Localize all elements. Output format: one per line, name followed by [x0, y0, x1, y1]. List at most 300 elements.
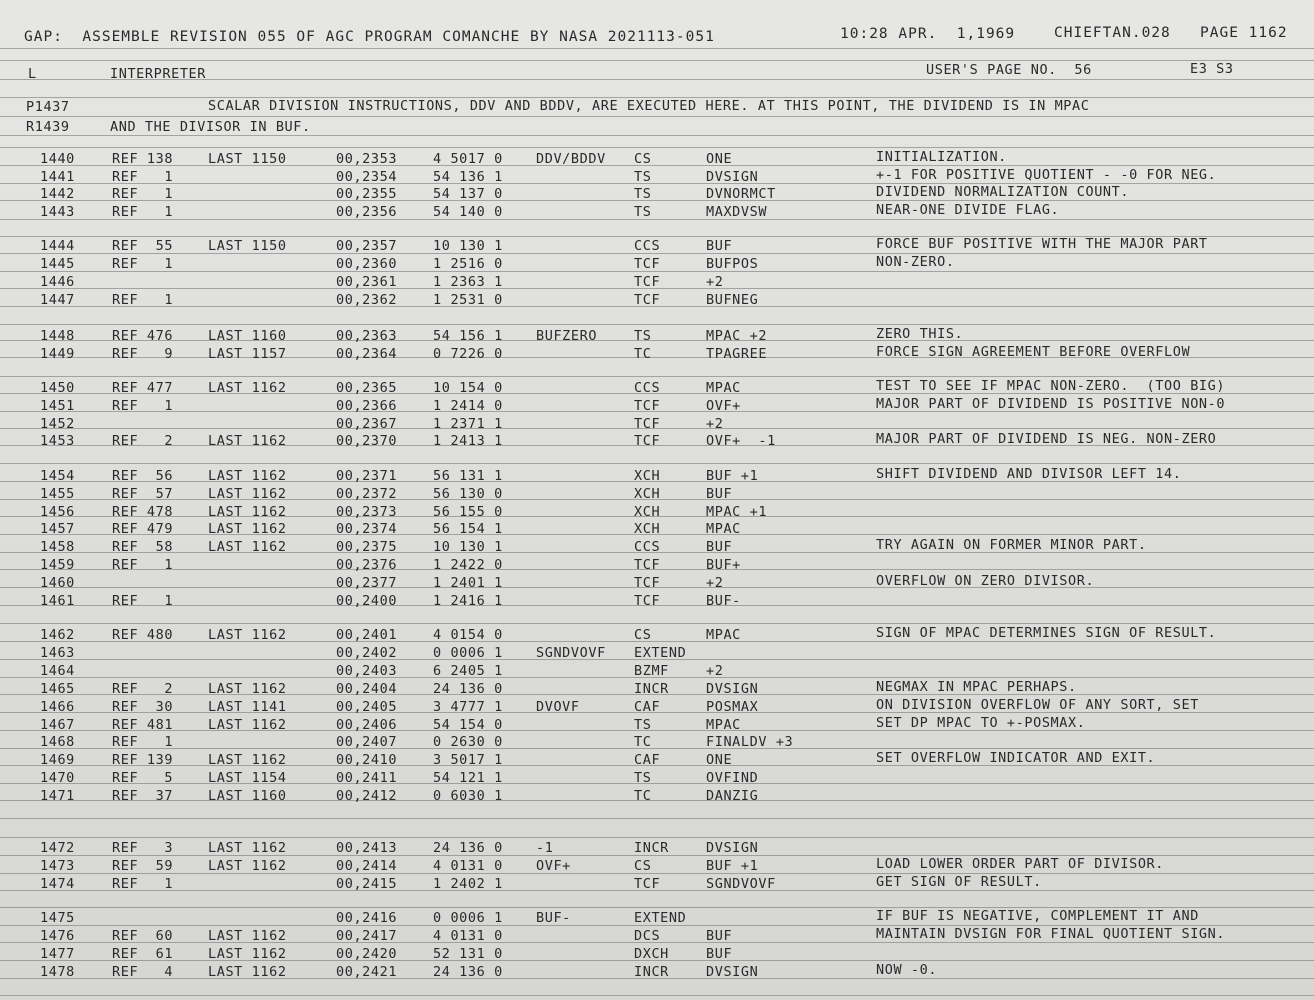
address: 00,2366	[336, 398, 398, 414]
octal-code: 0 6030 1	[433, 788, 503, 804]
ruled-line	[0, 641, 1314, 642]
label: -1	[536, 840, 554, 856]
operand: DVSIGN	[706, 169, 759, 185]
section-code: E3 S3	[1190, 61, 1234, 77]
octal-code: 1 2416 1	[433, 593, 503, 609]
octal-code: 54 156 1	[433, 328, 503, 344]
line-number: 1464	[40, 663, 75, 679]
opcode: TS	[634, 186, 652, 202]
last-ref: LAST 1162	[208, 504, 287, 520]
opcode: CS	[634, 627, 652, 643]
octal-code: 54 136 1	[433, 169, 503, 185]
line-number: 1469	[40, 752, 75, 768]
ruled-line	[0, 165, 1314, 166]
ruled-line	[0, 324, 1314, 325]
octal-code: 6 2405 1	[433, 663, 503, 679]
opcode: TCF	[634, 593, 661, 609]
opcode: XCH	[634, 468, 661, 484]
address: 00,2356	[336, 204, 398, 220]
operand: DVSIGN	[706, 964, 759, 980]
ref-count: REF 56	[112, 468, 174, 484]
address: 00,2416	[336, 910, 398, 926]
line-number: 1453	[40, 433, 75, 449]
opcode: XCH	[634, 521, 661, 537]
ref-count: REF 480	[112, 627, 174, 643]
opcode: TCF	[634, 274, 661, 290]
ref-count: REF 478	[112, 504, 174, 520]
listing-title: GAP: ASSEMBLE REVISION 055 OF AGC PROGRAM COMANCHE BY NASA 2021113-051	[24, 29, 715, 45]
operand: BUFPOS	[706, 256, 759, 272]
opcode: TS	[634, 717, 652, 733]
ref-count: REF 59	[112, 858, 174, 874]
ruled-line	[0, 376, 1314, 377]
ruled-line	[0, 60, 1314, 61]
label: BUF-	[536, 910, 571, 926]
line-number: 1447	[40, 292, 75, 308]
address: 00,2404	[336, 681, 398, 697]
octal-code: 1 2422 0	[433, 557, 503, 573]
opcode: CAF	[634, 752, 661, 768]
address: 00,2361	[336, 274, 398, 290]
operand: BUF	[706, 539, 733, 555]
octal-code: 3 5017 1	[433, 752, 503, 768]
ref-count: REF 9	[112, 346, 174, 362]
octal-code: 1 2363 1	[433, 274, 503, 290]
octal-code: 4 0131 0	[433, 858, 503, 874]
address: 00,2411	[336, 770, 398, 786]
ref-count: REF 61	[112, 946, 174, 962]
operand: BUF +1	[706, 858, 759, 874]
octal-code: 54 140 0	[433, 204, 503, 220]
opcode: TCF	[634, 292, 661, 308]
opcode: CCS	[634, 539, 661, 555]
ref-count: REF 57	[112, 486, 174, 502]
opcode: DCS	[634, 928, 661, 944]
octal-code: 56 130 0	[433, 486, 503, 502]
opcode: CS	[634, 151, 652, 167]
line-number: 1475	[40, 910, 75, 926]
line-number: 1472	[40, 840, 75, 856]
opcode: TCF	[634, 557, 661, 573]
address: 00,2372	[336, 486, 398, 502]
octal-code: 56 131 1	[433, 468, 503, 484]
operand: MPAC	[706, 521, 741, 537]
opcode: CCS	[634, 238, 661, 254]
octal-code: 0 2630 0	[433, 734, 503, 750]
operand: MPAC +2	[706, 328, 768, 344]
comment: FORCE SIGN AGREEMENT BEFORE OVERFLOW	[876, 344, 1191, 360]
operand: BUF	[706, 928, 733, 944]
comment: SHIFT DIVIDEND AND DIVISOR LEFT 14.	[876, 466, 1182, 482]
ref-count: REF 1	[112, 593, 174, 609]
line-number: 1474	[40, 876, 75, 892]
ref-count: REF 1	[112, 734, 174, 750]
ref-count: REF 1	[112, 876, 174, 892]
octal-code: 1 2371 1	[433, 416, 503, 432]
address: 00,2406	[336, 717, 398, 733]
comment: TRY AGAIN ON FORMER MINOR PART.	[876, 537, 1147, 553]
ruled-line	[0, 135, 1314, 136]
address: 00,2417	[336, 928, 398, 944]
ref-count: REF 37	[112, 788, 174, 804]
label: OVF+	[536, 858, 571, 874]
opcode: TS	[634, 169, 652, 185]
octal-code: 1 2414 0	[433, 398, 503, 414]
line-number: 1456	[40, 504, 75, 520]
ref-count: REF 1	[112, 256, 174, 272]
opcode: XCH	[634, 486, 661, 502]
comment: TEST TO SEE IF MPAC NON-ZERO. (TOO BIG)	[876, 378, 1226, 394]
address: 00,2421	[336, 964, 398, 980]
address: 00,2412	[336, 788, 398, 804]
comment: FORCE BUF POSITIVE WITH THE MAJOR PART	[876, 236, 1208, 252]
octal-code: 54 121 1	[433, 770, 503, 786]
ruled-line	[0, 147, 1314, 148]
last-ref: LAST 1162	[208, 858, 287, 874]
octal-code: 0 0006 1	[433, 645, 503, 661]
opcode: TC	[634, 788, 652, 804]
ref-count: REF 476	[112, 328, 174, 344]
address: 00,2367	[336, 416, 398, 432]
ref-count: REF 477	[112, 380, 174, 396]
octal-code: 0 0006 1	[433, 910, 503, 926]
ref-count: REF 2	[112, 681, 174, 697]
opcode: CCS	[634, 380, 661, 396]
opcode: TCF	[634, 575, 661, 591]
line-number: 1443	[40, 204, 75, 220]
opcode: TCF	[634, 398, 661, 414]
octal-code: 4 0154 0	[433, 627, 503, 643]
operand: OVF+	[706, 398, 741, 414]
ruled-line	[0, 783, 1314, 784]
line-number: 1477	[40, 946, 75, 962]
line-number: 1455	[40, 486, 75, 502]
operand: SGNDVOVF	[706, 876, 776, 892]
last-ref: LAST 1157	[208, 346, 287, 362]
ruled-line	[0, 219, 1314, 220]
ruled-line	[0, 800, 1314, 801]
listing-page-number: PAGE 1162	[1200, 25, 1288, 41]
preamble-text: AND THE DIVISOR IN BUF.	[110, 119, 311, 135]
octal-code: 1 2413 1	[433, 433, 503, 449]
line-number: 1459	[40, 557, 75, 573]
address: 00,2364	[336, 346, 398, 362]
last-ref: LAST 1162	[208, 946, 287, 962]
ruled-line	[0, 200, 1314, 201]
operand: BUF-	[706, 593, 741, 609]
operand: BUFNEG	[706, 292, 759, 308]
last-ref: LAST 1162	[208, 468, 287, 484]
operand: +2	[706, 416, 724, 432]
last-ref: LAST 1162	[208, 964, 287, 980]
octal-code: 10 130 1	[433, 238, 503, 254]
octal-code: 24 136 0	[433, 840, 503, 856]
ref-count: REF 1	[112, 186, 174, 202]
comment: DIVIDEND NORMALIZATION COUNT.	[876, 184, 1130, 200]
octal-code: 52 131 0	[433, 946, 503, 962]
line-number: 1478	[40, 964, 75, 980]
opcode: DXCH	[634, 946, 669, 962]
address: 00,2413	[336, 840, 398, 856]
line-number: 1449	[40, 346, 75, 362]
ruled-line	[0, 116, 1314, 117]
ref-count: REF 2	[112, 433, 174, 449]
operand: TPAGREE	[706, 346, 768, 362]
address: 00,2365	[336, 380, 398, 396]
line-number: 1470	[40, 770, 75, 786]
label: SGNDVOVF	[536, 645, 606, 661]
line-number: 1471	[40, 788, 75, 804]
line-number: 1468	[40, 734, 75, 750]
operand: BUF	[706, 946, 733, 962]
ref-count: REF 1	[112, 204, 174, 220]
last-ref: LAST 1162	[208, 539, 287, 555]
ruled-line	[0, 463, 1314, 464]
ref-count: REF 1	[112, 557, 174, 573]
operand: DVNORMCT	[706, 186, 776, 202]
opcode: EXTEND	[634, 645, 687, 661]
opcode: CS	[634, 858, 652, 874]
address: 00,2363	[336, 328, 398, 344]
operand: FINALDV +3	[706, 734, 794, 750]
operand: BUF+	[706, 557, 741, 573]
octal-code: 54 137 0	[433, 186, 503, 202]
last-ref: LAST 1162	[208, 380, 287, 396]
ruled-line	[0, 837, 1314, 838]
ruled-line	[0, 873, 1314, 874]
octal-code: 0 7226 0	[433, 346, 503, 362]
address: 00,2354	[336, 169, 398, 185]
label: DVOVF	[536, 699, 580, 715]
comment: LOAD LOWER ORDER PART OF DIVISOR.	[876, 856, 1165, 872]
ruled-line	[0, 340, 1314, 341]
operand: ONE	[706, 151, 733, 167]
operand: MPAC	[706, 380, 741, 396]
opcode: BZMF	[634, 663, 669, 679]
ref-count: REF 55	[112, 238, 174, 254]
comment: ZERO THIS.	[876, 326, 964, 342]
line-number: 1448	[40, 328, 75, 344]
last-ref: LAST 1162	[208, 627, 287, 643]
ref-count: REF 4	[112, 964, 174, 980]
line-number: 1441	[40, 169, 75, 185]
line-number: 1466	[40, 699, 75, 715]
comment: +-1 FOR POSITIVE QUOTIENT - -0 FOR NEG.	[876, 167, 1217, 183]
opcode: TC	[634, 734, 652, 750]
operand: DANZIG	[706, 788, 759, 804]
address: 00,2414	[336, 858, 398, 874]
octal-code: 56 155 0	[433, 504, 503, 520]
ruled-line	[0, 995, 1314, 996]
operand: ONE	[706, 752, 733, 768]
label: BUFZERO	[536, 328, 598, 344]
line-number: 1440	[40, 151, 75, 167]
address: 00,2375	[336, 539, 398, 555]
address: 00,2370	[336, 433, 398, 449]
address: 00,2357	[336, 238, 398, 254]
opcode: TS	[634, 770, 652, 786]
last-ref: LAST 1141	[208, 699, 287, 715]
ref-count: REF 30	[112, 699, 174, 715]
last-ref: LAST 1150	[208, 151, 287, 167]
ruled-line	[0, 748, 1314, 749]
ref-count: REF 60	[112, 928, 174, 944]
opcode: CAF	[634, 699, 661, 715]
address: 00,2402	[336, 645, 398, 661]
operand: OVFIND	[706, 770, 759, 786]
ruled-line	[0, 623, 1314, 624]
address: 00,2362	[336, 292, 398, 308]
octal-code: 4 0131 0	[433, 928, 503, 944]
listing-datetime: 10:28 APR. 1,1969	[840, 26, 1016, 42]
ref-count: REF 5	[112, 770, 174, 786]
line-number: 1450	[40, 380, 75, 396]
opcode: TCF	[634, 416, 661, 432]
ref-count: REF 58	[112, 539, 174, 555]
preamble-id: P1437	[26, 99, 70, 115]
last-ref: LAST 1162	[208, 840, 287, 856]
octal-code: 1 2531 0	[433, 292, 503, 308]
label: DDV/BDDV	[536, 151, 606, 167]
last-ref: LAST 1160	[208, 788, 287, 804]
octal-code: 1 2516 0	[433, 256, 503, 272]
ref-count: REF 1	[112, 398, 174, 414]
comment: NEGMAX IN MPAC PERHAPS.	[876, 679, 1077, 695]
line-number: 1463	[40, 645, 75, 661]
address: 00,2371	[336, 468, 398, 484]
octal-code: 10 154 0	[433, 380, 503, 396]
line-number: 1476	[40, 928, 75, 944]
address: 00,2360	[336, 256, 398, 272]
address: 00,2400	[336, 593, 398, 609]
ruled-line	[0, 48, 1314, 49]
operand: BUF	[706, 486, 733, 502]
address: 00,2376	[336, 557, 398, 573]
last-ref: LAST 1162	[208, 717, 287, 733]
address: 00,2401	[336, 627, 398, 643]
opcode: TS	[634, 204, 652, 220]
last-ref: LAST 1154	[208, 770, 287, 786]
opcode: XCH	[634, 504, 661, 520]
line-number: 1452	[40, 416, 75, 432]
operand: DVSIGN	[706, 840, 759, 856]
comment: NEAR-ONE DIVIDE FLAG.	[876, 202, 1060, 218]
line-number: 1442	[40, 186, 75, 202]
preamble-id: R1439	[26, 119, 70, 135]
octal-code: 1 2402 1	[433, 876, 503, 892]
listing-job: CHIEFTAN.028	[1054, 25, 1171, 41]
address: 00,2403	[336, 663, 398, 679]
comment: MAJOR PART OF DIVIDEND IS NEG. NON-ZERO	[876, 431, 1217, 447]
comment: SIGN OF MPAC DETERMINES SIGN OF RESULT.	[876, 625, 1217, 641]
operand: +2	[706, 274, 724, 290]
ruled-line	[0, 730, 1314, 731]
ruled-line	[0, 818, 1314, 819]
operand: DVSIGN	[706, 681, 759, 697]
operand: MPAC +1	[706, 504, 768, 520]
comment: NON-ZERO.	[876, 254, 955, 270]
comment: IF BUF IS NEGATIVE, COMPLEMENT IT AND	[876, 908, 1199, 924]
last-ref: LAST 1162	[208, 486, 287, 502]
address: 00,2415	[336, 876, 398, 892]
operand: MAXDVSW	[706, 204, 768, 220]
comment: MAINTAIN DVSIGN FOR FINAL QUOTIENT SIGN.	[876, 926, 1226, 942]
ref-count: REF 1	[112, 169, 174, 185]
last-ref: LAST 1162	[208, 433, 287, 449]
last-ref: LAST 1162	[208, 928, 287, 944]
address: 00,2405	[336, 699, 398, 715]
ref-count: REF 481	[112, 717, 174, 733]
opcode: INCR	[634, 964, 669, 980]
ref-count: REF 139	[112, 752, 174, 768]
operand: OVF+ -1	[706, 433, 776, 449]
address: 00,2373	[336, 504, 398, 520]
line-number: 1458	[40, 539, 75, 555]
comment: OVERFLOW ON ZERO DIVISOR.	[876, 573, 1095, 589]
comment: NOW -0.	[876, 962, 938, 978]
line-number: 1460	[40, 575, 75, 591]
octal-code: 24 136 0	[433, 681, 503, 697]
address: 00,2420	[336, 946, 398, 962]
octal-code: 4 5017 0	[433, 151, 503, 167]
address: 00,2377	[336, 575, 398, 591]
octal-code: 1 2401 1	[433, 575, 503, 591]
line-number: 1473	[40, 858, 75, 874]
line-number: 1451	[40, 398, 75, 414]
last-ref: LAST 1160	[208, 328, 287, 344]
operand: BUF +1	[706, 468, 759, 484]
ref-count: REF 3	[112, 840, 174, 856]
address: 00,2407	[336, 734, 398, 750]
last-ref: LAST 1162	[208, 681, 287, 697]
line-number: 1454	[40, 468, 75, 484]
line-number: 1467	[40, 717, 75, 733]
opcode: TCF	[634, 876, 661, 892]
line-number: 1444	[40, 238, 75, 254]
octal-code: 56 154 1	[433, 521, 503, 537]
opcode: EXTEND	[634, 910, 687, 926]
operand: BUF	[706, 238, 733, 254]
ref-count: REF 1	[112, 292, 174, 308]
operand: +2	[706, 575, 724, 591]
opcode: TS	[634, 328, 652, 344]
operand: +2	[706, 663, 724, 679]
comment: GET SIGN OF RESULT.	[876, 874, 1042, 890]
octal-code: 3 4777 1	[433, 699, 503, 715]
line-number: 1445	[40, 256, 75, 272]
operand: POSMAX	[706, 699, 759, 715]
last-ref: LAST 1150	[208, 238, 287, 254]
line-number: 1446	[40, 274, 75, 290]
line-number: 1461	[40, 593, 75, 609]
opcode: TC	[634, 346, 652, 362]
opcode: INCR	[634, 840, 669, 856]
comment: SET DP MPAC TO +-POSMAX.	[876, 715, 1086, 731]
operand: MPAC	[706, 717, 741, 733]
last-ref: LAST 1162	[208, 521, 287, 537]
comment: MAJOR PART OF DIVIDEND IS POSITIVE NON-0	[876, 396, 1226, 412]
ref-count: REF 138	[112, 151, 174, 167]
line-number: 1457	[40, 521, 75, 537]
octal-code: 10 130 1	[433, 539, 503, 555]
address: 00,2374	[336, 521, 398, 537]
line-number: 1465	[40, 681, 75, 697]
address: 00,2353	[336, 151, 398, 167]
comment: ON DIVISION OVERFLOW OF ANY SORT, SET	[876, 697, 1199, 713]
ref-count: REF 479	[112, 521, 174, 537]
address: 00,2410	[336, 752, 398, 768]
opcode: INCR	[634, 681, 669, 697]
